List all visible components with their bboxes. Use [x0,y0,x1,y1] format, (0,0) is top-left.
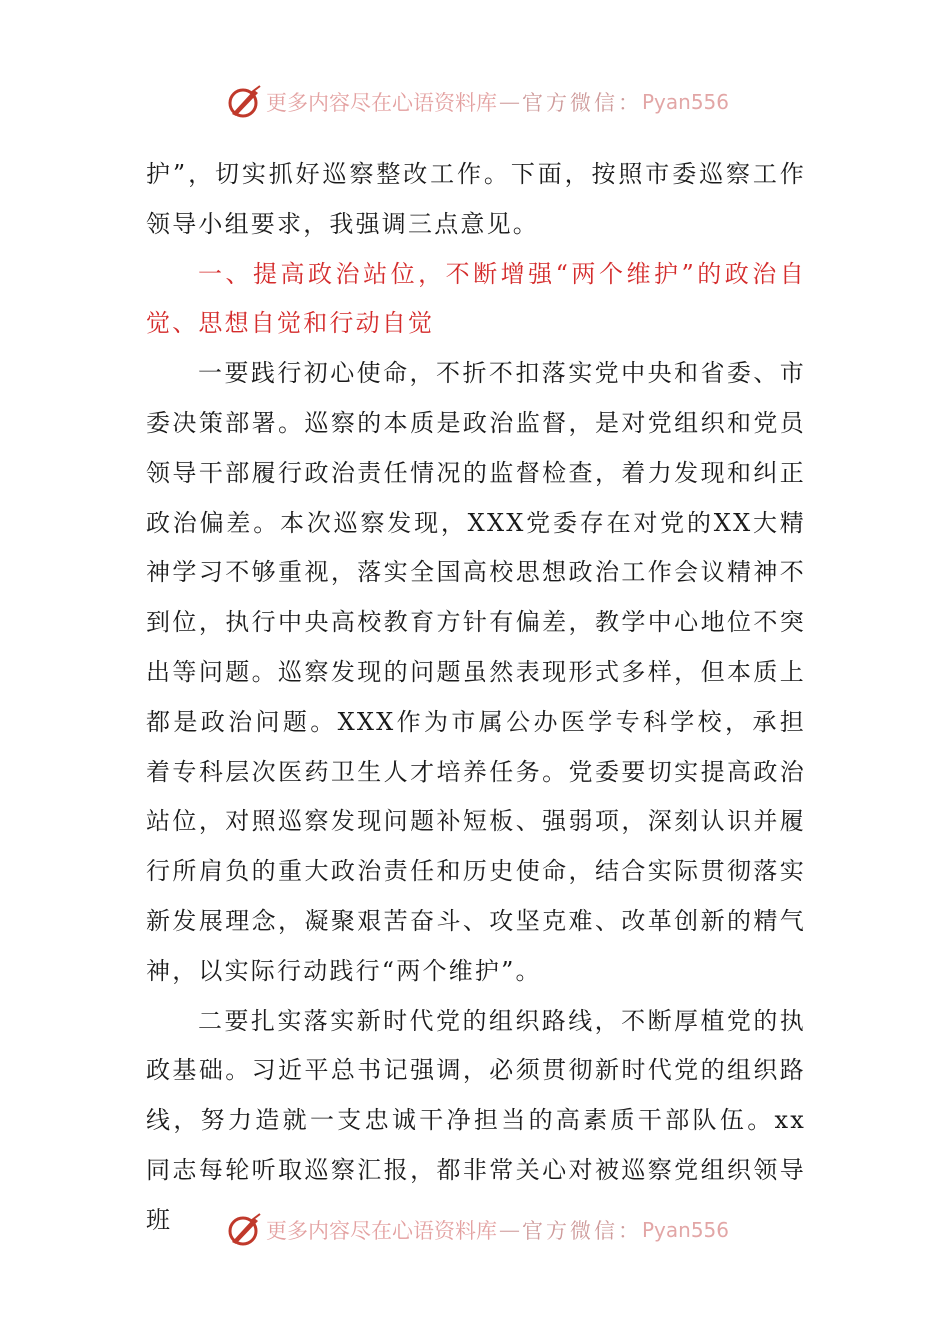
pen-logo-icon [226,1212,262,1248]
banner-separator: — [499,1218,520,1242]
paragraph-point-2: 二要扎实落实新时代党的组织路线，不断厚植党的执政基础。习近平总书记强调，必须贯彻新时代党的组织路线，努力造就一支忠诚干净担当的高素质干部队伍。xx同志每轮听取巡察汇报，都非常关心对被巡察党组织领导班 [146,1006,806,1234]
paragraph-intro-continuation: 护”，切实抓好巡察整改工作。下面，按照市委巡察工作领导小组要求，我强调三点意见。 [146,160,806,238]
banner-brand: 更多内容尽在心语资料库 [266,91,497,115]
section-heading-1: 一、提高政治站位，不断增强“两个维护”的政治自觉、思想自觉和行动自觉 [146,259,806,338]
banner-label: 官方微信： [522,1219,642,1243]
banner-handle: Pyan556 [642,1218,730,1242]
banner-brand: 更多内容尽在心语资料库 [266,1219,497,1243]
footer-banner [226,1210,746,1250]
document-body [146,150,806,1246]
banner-label: 官方微信： [522,91,642,115]
header-banner [226,82,746,122]
paragraph-point-1: 一要践行初心使命，不折不扣落实党中央和省委、市委决策部署。巡察的本质是政治监督，是对党组织和党员领导干部履行政治责任情况的监督检查，着力发现和纠正政治偏差。本次巡察发现，XXX党委存在对党的XX大精神学习不够重视，落实全国高校思想政治工作会议精神不到位，执行中央高校教育方针有偏差，教学中心地位不突出等问题。巡察发现的问题虽然表现形式多样，但本质上都是政治问题。XXX作为市属公办医学专科学校，承担着专科层次医药卫生人才培养任务。党委要切实提高政治站位，对照巡察发现问题补短板、强弱项，深刻认识并履行所肩负的重大政治责任和历史使命，结合实际贯彻落实新发展理念，凝聚艰苦奋斗、攻坚克难、改革创新的精气神，以实际行动践行“两个维护”。 [146,359,806,985]
pen-logo-icon [226,84,262,120]
banner-handle: Pyan556 [642,90,730,114]
banner-separator: — [499,90,520,114]
